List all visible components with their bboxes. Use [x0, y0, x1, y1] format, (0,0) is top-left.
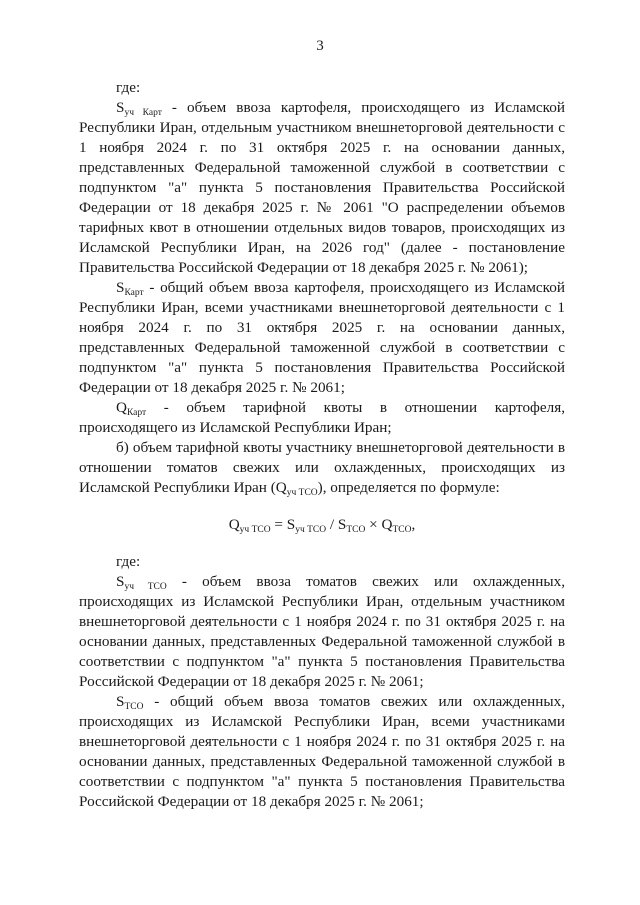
- definition-text: - общий объем ввоза томатов свежих или охлажденных, происходящих из Исламской Республики Иран, всеми участниками внешнеторговой деятельности с 1 ноября 2024 г. по 31 октября 2025 г. на основании данных, представленных Федеральной таможенной службой в соответствии с подпунктом "а" пункта 5 постановления Правительства Российской Федерации от 18 декабря 2025 г. № 2061;: [79, 693, 565, 810]
- formula-times: × Q: [365, 516, 393, 533]
- symbol-subscript: Карт: [124, 288, 144, 298]
- definition-q-kart: [79, 398, 565, 438]
- clause-text-end: ), определяется по формуле:: [317, 479, 500, 496]
- page-number: 3: [316, 38, 324, 54]
- definition-s-uch-kart: [79, 98, 565, 278]
- symbol-subscript: ТСО: [124, 702, 144, 712]
- clause-text: б) объем тарифной квоты участнику внешнеторговой деятельности в отношении томатов свежих или охлажденных, происходящих из Исламской Республики Иран (Q: [79, 439, 565, 496]
- formula-s2-sub: ТСО: [346, 525, 366, 535]
- formula-q: Q: [228, 516, 240, 533]
- symbol-subscript: Карт: [126, 408, 147, 418]
- definition-text: - объем ввоза картофеля, происходящего из Исламской Республики Иран, отдельным участником внешнеторговой деятельности с 1 ноября 2024 г. по 31 октября 2025 г. на основании данных, представленных Федеральной таможенной службой в соответствии с подпунктом "а" пункта 5 постановления Правительства Российской Федерации от 18 декабря 2025 г. № 2061 "О распределении объемов тарифных квот в отношении отдельных видов товаров, происходящих из Исламской Республики Иран, на 2026 год" (далее - постановление Правительства Российской Федерации от 18 декабря 2025 г. № 2061);: [79, 99, 565, 276]
- formula-end: ,: [411, 516, 416, 533]
- definition-text: - общий объем ввоза картофеля, происходящего из Исламской Республики Иран, всеми участниками внешнеторговой деятельности с 1 ноября 2024 г. по 31 октября 2025 г. на основании данных, представленных Федеральной таможенной службой в соответствии с подпунктом "а" пункта 5 постановления Правительства Российской Федерации от 18 декабря 2025 г. № 2061;: [79, 279, 565, 396]
- formula-q-sub: уч ТСО: [239, 525, 271, 535]
- symbol: Q: [116, 399, 127, 416]
- definition-text: - объем тарифной квоты в отношении картофеля, происходящего из Исламской Республики Иран;: [79, 399, 565, 436]
- definition-text: - объем ввоза томатов свежих или охлажденных, происходящих из Исламской Республики Иран, отдельным участником внешнеторговой деятельности с 1 ноября 2024 г. по 31 октября 2025 г. на основании данных, представленных Федеральной таможенной службой в соответствии с подпунктом "а" пункта 5 постановления Правительства Российской Федерации от 18 декабря 2025 г. № 2061;: [79, 573, 565, 690]
- formula-div: / S: [326, 516, 347, 533]
- symbol-subscript: уч Карт: [124, 108, 162, 118]
- document-body: [79, 78, 565, 812]
- formula-q2-sub: ТСО: [392, 525, 412, 535]
- definition-s-uch-tso: [79, 572, 565, 692]
- symbol: S: [116, 279, 125, 296]
- symbol: S: [116, 693, 125, 710]
- symbol: S: [116, 99, 125, 116]
- where-label-1: где:: [116, 79, 141, 96]
- formula-eq: = S: [270, 516, 296, 533]
- definition-s-tso: [79, 692, 565, 812]
- formula: [79, 515, 565, 535]
- symbol-subscript: уч ТСО: [124, 582, 167, 592]
- formula-s1-sub: уч ТСО: [295, 525, 327, 535]
- definition-s-kart: [79, 278, 565, 398]
- where-label-2: где:: [116, 553, 141, 570]
- symbol: S: [116, 573, 125, 590]
- clause-b: [79, 438, 565, 498]
- symbol-subscript: уч ТСО: [286, 488, 318, 498]
